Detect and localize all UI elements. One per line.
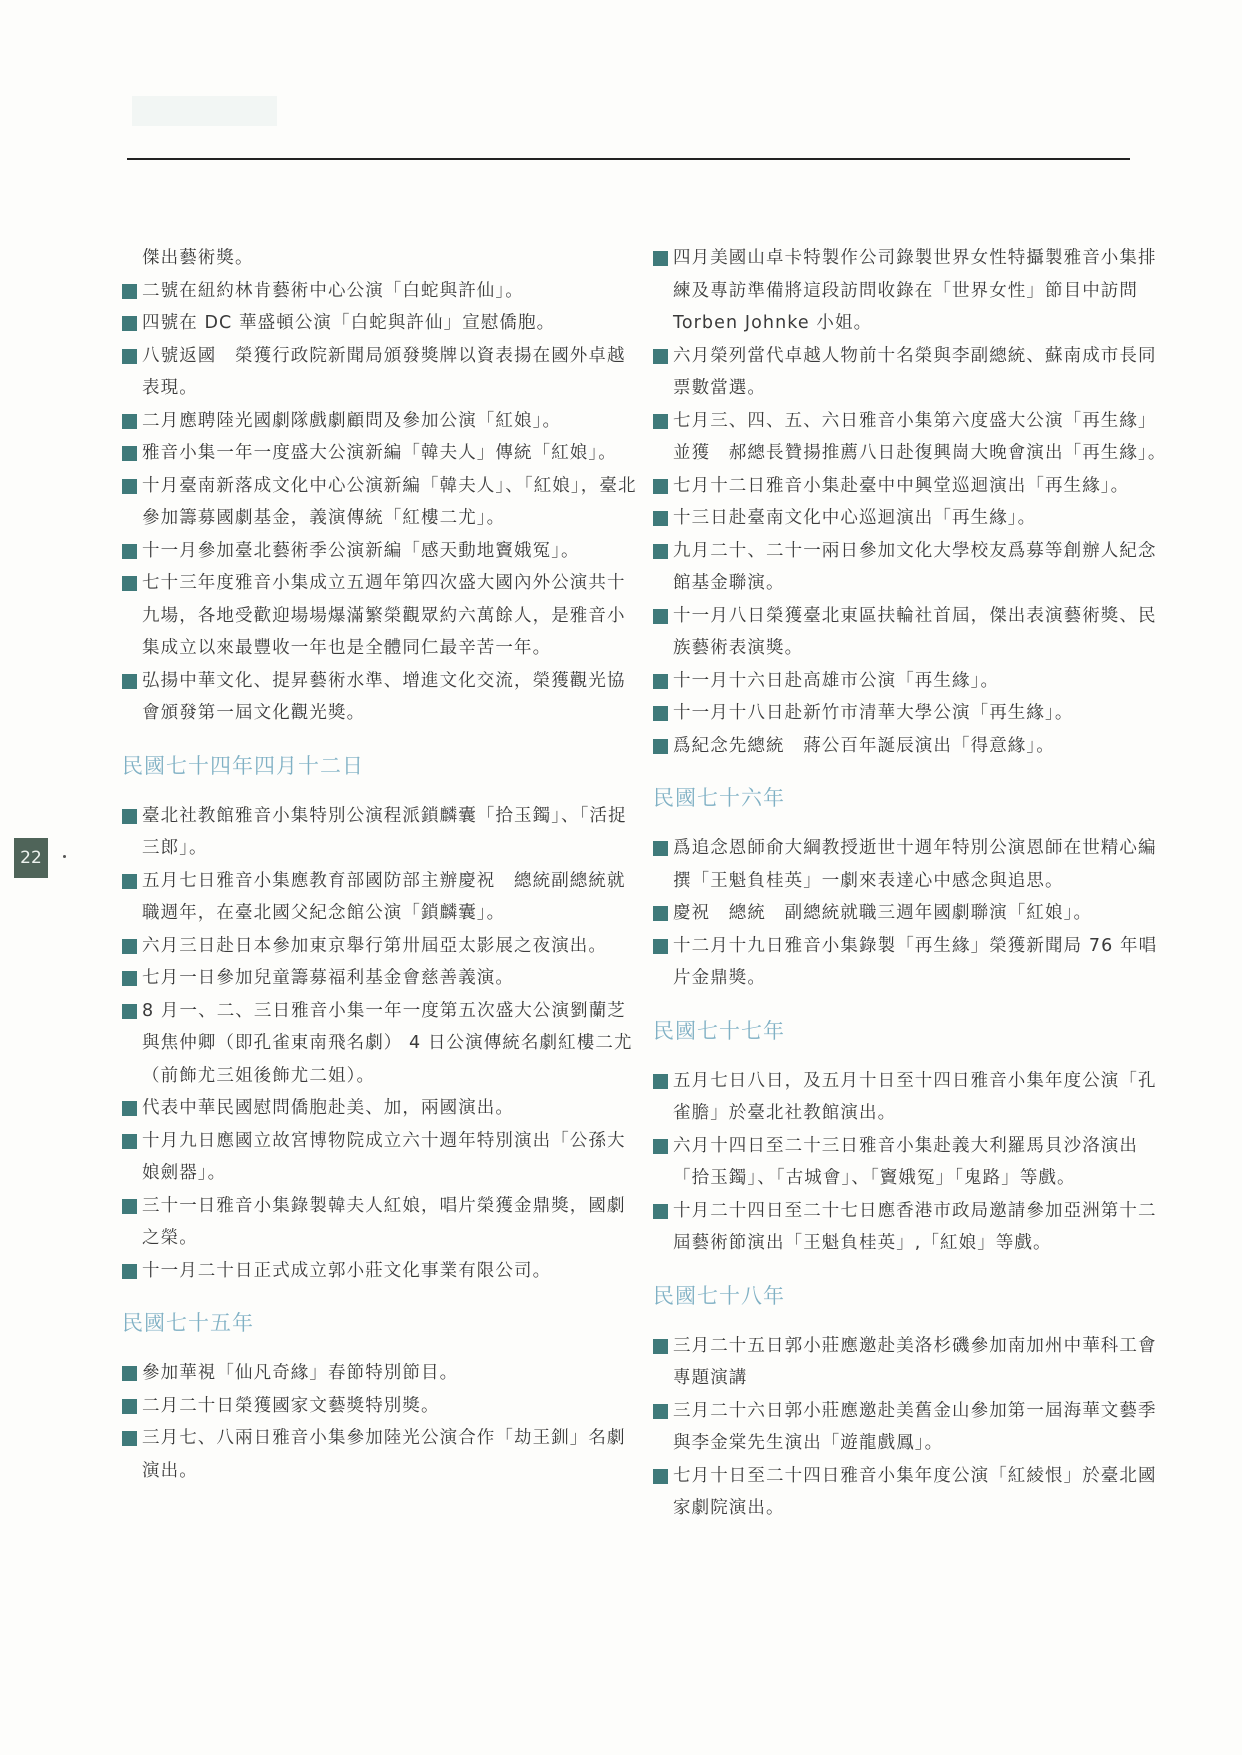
chronology-entry — [122, 1390, 644, 1423]
entry-text: 二月二十日榮獲國家文藝獎特別獎。 — [142, 1395, 440, 1416]
chronology-entry — [122, 340, 644, 405]
chronology-entry — [122, 437, 644, 470]
entry-text: 四月美國山卓卡特製作公司錄製世界女性特攝製雅音小集排練及專訪準備將這段訪問收錄在「世界女性」節目中訪問 Torben Johnke 小姐。 — [673, 248, 1157, 333]
entry-continuation: 傑出藝術獎。 — [142, 248, 254, 268]
square-bullet-icon — [653, 1139, 668, 1154]
entry-text: 六月榮列當代卓越人物前十名榮與李副總統、蘇南成市長同票數當選。 — [673, 345, 1157, 398]
entry-text: 十月二十四日至二十七日應香港市政局邀請參加亞洲第十二屆藝術節演出「王魁負桂英」,「紅娘」等戲。 — [673, 1200, 1157, 1253]
chronology-entry — [653, 1195, 1175, 1260]
entries-group — [122, 1357, 644, 1487]
entry-text: 十一月二十日正式成立郭小莊文化事業有限公司。 — [142, 1260, 552, 1281]
chronology-entry — [122, 1357, 644, 1390]
entry-text: 十月臺南新落成文化中心公演新編「韓夫人」、「紅娘」，臺北參加籌募國劇基金，義演傳統「紅樓二尤」。 — [142, 475, 637, 528]
chronology-entry — [653, 535, 1175, 600]
entry-text: 七月十日至二十四日雅音小集年度公演「紅綾恨」於臺北國家劇院演出。 — [673, 1465, 1157, 1518]
square-bullet-icon — [122, 576, 137, 591]
entry-text: 十二月十九日雅音小集錄製「再生緣」榮獲新聞局 76 年唱片金鼎獎。 — [673, 935, 1158, 988]
entry-text: 十一月參加臺北藝術季公演新編「感天動地竇娥冤」。 — [142, 540, 580, 561]
entry-text: 九月二十、二十一兩日參加文化大學校友爲募等創辦人紀念館基金聯演。 — [673, 540, 1157, 593]
chronology-entry — [653, 1460, 1175, 1525]
entry-text: 三十一日雅音小集錄製韓夫人紅娘，唱片榮獲金鼎獎，國劇之榮。 — [142, 1195, 626, 1248]
square-bullet-icon — [653, 939, 668, 954]
square-bullet-icon — [653, 544, 668, 559]
chronology-entry — [122, 470, 644, 535]
chronology-entry — [653, 502, 1175, 535]
square-bullet-icon — [122, 939, 137, 954]
entry-text: 8 月一、二、三日雅音小集一年一度第五次盛大公演劉蘭芝與焦仲卿（即孔雀東南飛名劇） 4 日公演傳統名劇紅樓二尤（前飾尤三姐後飾尤二姐）。 — [142, 1000, 633, 1086]
chronology-entry — [122, 930, 644, 963]
chronology-entry — [122, 307, 644, 340]
entry-text: 參加華視「仙凡奇緣」春節特別節目。 — [142, 1363, 459, 1383]
square-bullet-icon — [122, 1134, 137, 1149]
entry-text: 爲紀念先總統 蔣公百年誕辰演出「得意緣」。 — [673, 735, 1055, 756]
square-bullet-icon — [122, 674, 137, 689]
year-heading: 民國七十四年四月十二日 — [122, 753, 364, 778]
square-bullet-icon — [122, 544, 137, 559]
square-bullet-icon — [653, 906, 668, 921]
entry-text: 七十三年度雅音小集成立五週年第四次盛大國內外公演共十九場，各地受歡迎場場爆滿繁榮觀眾約六萬餘人，是雅音小集成立以來最豐收一年也是全體同仁最辛苦一年。 — [142, 573, 626, 658]
entry-text: 二號在紐約林肯藝術中心公演「白蛇與許仙」。 — [142, 280, 524, 301]
chronology-entry — [653, 600, 1175, 665]
chronology-entry — [653, 470, 1175, 503]
square-bullet-icon — [653, 609, 668, 624]
chronology-entry — [653, 665, 1175, 698]
square-bullet-icon — [122, 1431, 137, 1446]
entry-text: 十一月八日榮獲臺北東區扶輪社首屆，傑出表演藝術獎、民族藝術表演獎。 — [673, 605, 1157, 658]
chronology-entry — [122, 1092, 644, 1125]
entry-text: 三月二十五日郭小莊應邀赴美洛杉磯參加南加州中華科工會專題演講 — [673, 1335, 1157, 1388]
square-bullet-icon — [122, 284, 137, 299]
entries-group — [653, 242, 1175, 762]
chronology-entry — [653, 1065, 1175, 1130]
chronology-entry — [122, 995, 644, 1093]
right-column — [653, 242, 1175, 1525]
left-column — [122, 242, 644, 1487]
page-dot — [63, 855, 66, 858]
entry-text: 十月九日應國立故宮博物院成立六十週年特別演出「公孫大娘劍器」。 — [142, 1130, 626, 1183]
square-bullet-icon — [653, 1204, 668, 1219]
entry-text: 七月一日參加兒童籌募福利基金會慈善義演。 — [142, 968, 514, 988]
chronology-entry — [122, 405, 644, 438]
chronology-entry — [122, 1255, 644, 1288]
chronology-entry — [122, 962, 644, 995]
square-bullet-icon — [122, 414, 137, 429]
square-bullet-icon — [653, 1469, 668, 1484]
entries-group — [122, 275, 644, 730]
square-bullet-icon — [122, 446, 137, 461]
chronology-entry — [653, 697, 1175, 730]
square-bullet-icon — [122, 316, 137, 331]
chronology-entry — [653, 1330, 1175, 1395]
square-bullet-icon — [653, 739, 668, 754]
square-bullet-icon — [122, 479, 137, 494]
chronology-entry — [122, 275, 644, 308]
page-number: 22 — [14, 838, 48, 878]
chronology-entry — [653, 405, 1175, 470]
square-bullet-icon — [653, 414, 668, 429]
entry-text: 四號在 DC 華盛頓公演「白蛇與許仙」宣慰僑胞。 — [142, 313, 556, 333]
entries-group — [653, 1065, 1175, 1260]
square-bullet-icon — [122, 1399, 137, 1414]
square-bullet-icon — [653, 841, 668, 856]
entry-text: 七月十二日雅音小集赴臺中中興堂巡迴演出「再生緣」。 — [673, 475, 1130, 496]
entry-text: 三月二十六日郭小莊應邀赴美舊金山參加第一屆海華文藝季與李金棠先生演出「遊龍戲鳳」。 — [673, 1400, 1157, 1453]
chronology-entry — [653, 242, 1175, 340]
year-heading: 民國七十八年 — [653, 1283, 785, 1308]
entry-text: 臺北社教館雅音小集特別公演程派鎖麟囊「拾玉鐲」、「活捉三郎」。 — [142, 805, 627, 858]
chronology-entry — [122, 1125, 644, 1190]
entries-group — [653, 832, 1175, 995]
year-heading: 民國七十七年 — [653, 1018, 785, 1043]
chronology-entry — [122, 1422, 644, 1487]
square-bullet-icon — [122, 874, 137, 889]
entry-text: 六月十四日至二十三日雅音小集赴義大利羅馬貝沙洛演出「拾玉鐲」、「古城會」、「竇娥冤」「鬼路」等戲。 — [673, 1135, 1138, 1188]
entry-text: 五月七日雅音小集應教育部國防部主辦慶祝 總統副總統就職週年，在臺北國父紀念館公演「鎖麟囊」。 — [142, 870, 626, 923]
square-bullet-icon — [653, 1339, 668, 1354]
entry-text: 慶祝 總統 副總統就職三週年國劇聯演「紅娘」。 — [673, 903, 1093, 923]
year-heading: 民國七十六年 — [653, 786, 785, 810]
entry-text: 六月三日赴日本參加東京舉行第卅屆亞太影展之夜演出。 — [142, 935, 607, 956]
chronology-entry — [653, 1395, 1175, 1460]
entry-text: 十一月十六日赴高雄市公演「再生緣」。 — [673, 670, 1000, 691]
entries-group — [653, 1330, 1175, 1525]
square-bullet-icon — [653, 1074, 668, 1089]
chronology-entry — [653, 897, 1175, 930]
chronology-entry — [653, 340, 1175, 405]
entry-text: 爲追念恩師俞大綱教授逝世十週年特別公演恩師在世精心編撰「王魁負桂英」一劇來表達心中感念與追思。 — [673, 838, 1157, 891]
square-bullet-icon — [653, 1404, 668, 1419]
entry-text: 十一月十八日赴新竹市清華大學公演「再生緣」。 — [673, 703, 1074, 723]
entry-text: 五月七日八日，及五月十日至十四日雅音小集年度公演「孔雀膽」於臺北社教館演出。 — [673, 1070, 1157, 1123]
chronology-entry — [122, 665, 644, 730]
chronology-entry — [653, 1130, 1175, 1195]
entry-text: 二月應聘陸光國劇隊戲劇顧問及參加公演「紅娘」。 — [142, 410, 562, 431]
chronology-entry — [122, 535, 644, 568]
year-heading: 民國七十五年 — [122, 1311, 254, 1335]
square-bullet-icon — [653, 674, 668, 689]
chronology-entry — [122, 1190, 644, 1255]
chronology-entry — [653, 730, 1175, 763]
square-bullet-icon — [122, 971, 137, 986]
square-bullet-icon — [653, 251, 668, 266]
entry-text: 八號返國 榮獲行政院新聞局頒發獎牌以資表揚在國外卓越表現。 — [142, 345, 626, 398]
square-bullet-icon — [122, 349, 137, 364]
entries-group — [122, 800, 644, 1288]
entry-text: 代表中華民國慰問僑胞赴美、加，兩國演出。 — [142, 1098, 514, 1118]
entry-text: 十三日赴臺南文化中心巡迴演出「再生緣」。 — [673, 508, 1037, 528]
chronology-entry — [122, 567, 644, 665]
header-mark — [132, 96, 277, 126]
chronology-entry — [653, 930, 1175, 995]
entry-text: 七月三、四、五、六日雅音小集第六度盛大公演「再生緣」並獲 郝總長贊揚推薦八日赴復興崗大晚會演出「再生緣」。 — [673, 410, 1167, 463]
square-bullet-icon — [653, 706, 668, 721]
square-bullet-icon — [122, 1004, 137, 1019]
chronology-entry — [122, 800, 644, 865]
square-bullet-icon — [122, 1264, 137, 1279]
header-rule — [127, 158, 1130, 160]
entry-text: 雅音小集一年一度盛大公演新編「韓夫人」傳統「紅娘」。 — [142, 443, 617, 463]
chronology-entry — [122, 865, 644, 930]
square-bullet-icon — [122, 1366, 137, 1381]
entry-text: 三月七、八兩日雅音小集參加陸光公演合作「劫王釧」名劇演出。 — [142, 1428, 626, 1481]
square-bullet-icon — [122, 809, 137, 824]
square-bullet-icon — [653, 511, 668, 526]
square-bullet-icon — [653, 349, 668, 364]
chronology-entry — [653, 832, 1175, 897]
entry-text: 弘揚中華文化、提昇藝術水準、增進文化交流，榮獲觀光協會頒發第一屆文化觀光獎。 — [142, 670, 626, 723]
square-bullet-icon — [122, 1199, 137, 1214]
square-bullet-icon — [122, 1101, 137, 1116]
square-bullet-icon — [653, 479, 668, 494]
